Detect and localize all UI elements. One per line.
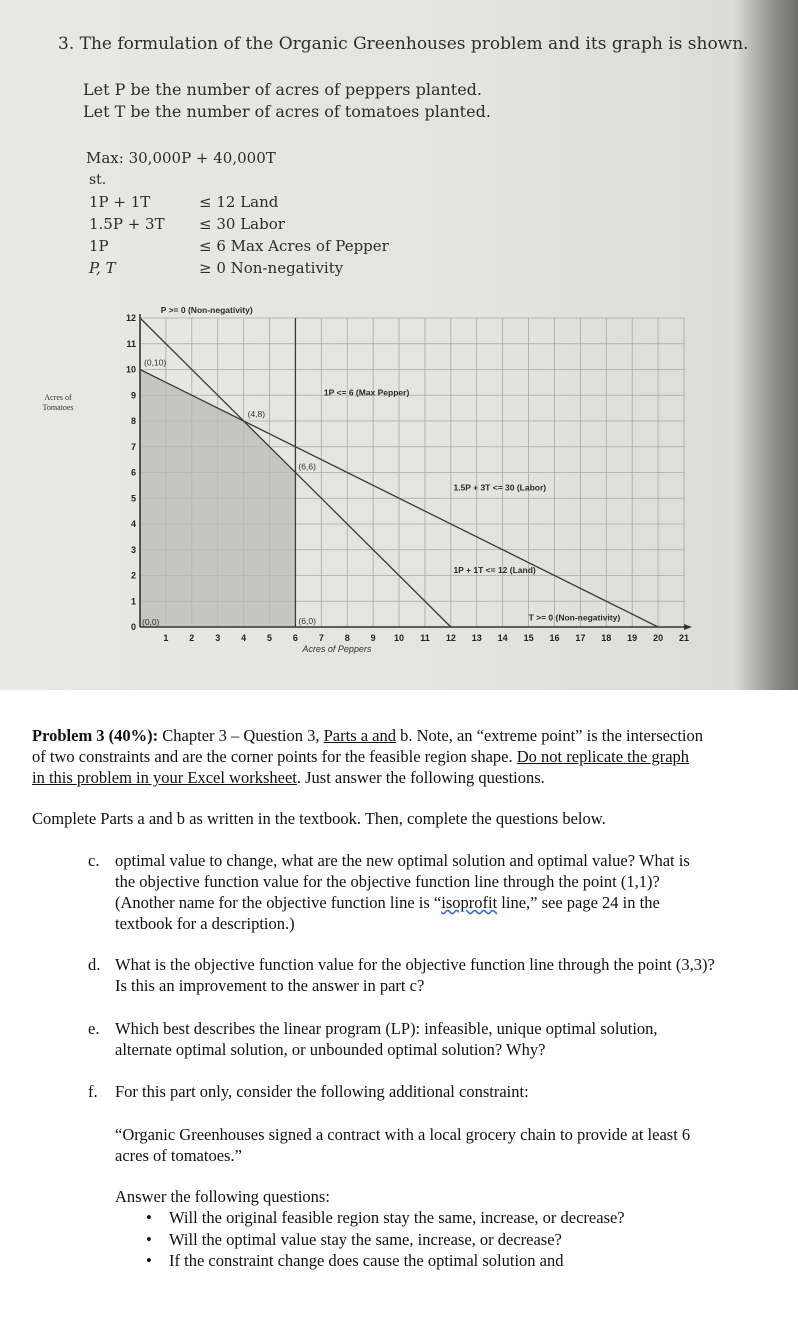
part-c-line: the objective function value for the objective function line through the point (1,1)? [115, 872, 660, 891]
constraint-labor [89, 215, 285, 233]
constraint-rhs: ≤ 6 Max Acres of Pepper [199, 237, 389, 255]
y-tick-label: 12 [125, 313, 136, 323]
underlined-instruction: in this problem in your Excel worksheet [32, 768, 297, 787]
part-c-line [115, 893, 660, 913]
underlined-instruction: Do not replicate the graph [516, 747, 690, 766]
y-tick-label: 5 [130, 493, 136, 504]
x-tick-label: 7 [318, 633, 324, 643]
problem-line-2 [32, 747, 689, 767]
constraint-land [89, 193, 278, 211]
y-tick-label: 6 [130, 467, 136, 478]
constraint-rhs: ≤ 12 Land [199, 193, 279, 211]
isoprofit-word: isoprofit [441, 893, 498, 912]
problem-text: b. Note, an “extreme point” is the intersection [396, 726, 703, 745]
intro-line: Complete Parts a and b as written in the textbook. Then, complete the questions below. [32, 809, 606, 828]
y-tick-label: 2 [130, 570, 136, 581]
constraint-non-negativity [89, 259, 343, 277]
bullet-icon: • [146, 1230, 152, 1249]
x-tick-label: 5 [267, 633, 273, 643]
extreme-point-label: (0,0) [142, 617, 160, 627]
y-tick-label: 7 [130, 441, 136, 452]
constraint-annotation: 1P <= 6 (Max Pepper) [323, 387, 410, 398]
textbook-question-title: 3. The formulation of the Organic Greenhouses problem and its graph is shown. [58, 34, 749, 54]
x-tick-label: 4 [241, 633, 247, 643]
variable-definition-p: Let P be the number of acres of peppers planted. [83, 80, 483, 99]
extreme-point-label: (4,8) [247, 409, 266, 419]
x-tick-label: 20 [653, 633, 664, 643]
x-tick-label: 17 [575, 633, 586, 643]
subject-to-label: st. [89, 172, 107, 188]
bullet-item: If the constraint change does cause the optimal solution and [169, 1251, 564, 1270]
quote-line: acres of tomatoes.” [115, 1146, 242, 1165]
x-tick-label: 12 [445, 633, 456, 643]
x-tick-label: 6 [292, 633, 298, 643]
extreme-point-label: (0,10) [144, 357, 167, 368]
x-tick-label: 2 [189, 633, 195, 643]
part-e-label: e. [88, 1019, 100, 1038]
part-e-line: alternate optimal solution, or unbounded optimal solution? Why? [115, 1040, 546, 1059]
x-tick-label: 15 [523, 633, 534, 643]
x-tick-label: 16 [549, 633, 560, 643]
constraint-lhs: 1P [89, 237, 109, 255]
x-axis-arrow [684, 624, 692, 630]
y-axis-label: Tomatoes [42, 402, 74, 412]
y-tick-label: 1 [130, 596, 136, 607]
bullet-icon: • [146, 1208, 152, 1227]
answer-intro: Answer the following questions: [115, 1187, 330, 1206]
part-c-line: textbook for a description.) [115, 914, 295, 933]
x-tick-label: 9 [370, 633, 376, 643]
problem-line-3 [32, 768, 545, 788]
x-tick-label: 1 [163, 633, 169, 643]
feasible-region-graph [0, 300, 798, 690]
constraint-annotation: T >= 0 (Non-negativity) [528, 612, 621, 623]
y-tick-label: 4 [130, 519, 136, 529]
y-axis-label: Acres of [44, 392, 72, 402]
y-tick-label: 11 [126, 338, 136, 349]
quote-line: “Organic Greenhouses signed a contract with a local grocery chain to provide at least 6 [115, 1125, 691, 1144]
extreme-point-label: (6,6) [298, 461, 316, 472]
problem-text: (Another name for the objective function line is “ [115, 893, 442, 912]
constraint-lhs: 1.5P + 3T [89, 215, 165, 233]
problem-text: of two constraints and are the corner points for the feasible region shape. [32, 747, 517, 766]
part-c-label: c. [88, 851, 100, 870]
parts-link[interactable]: Parts a and [323, 726, 397, 745]
bullet-item: Will the original feasible region stay the same, increase, or decrease? [169, 1208, 625, 1227]
part-f-label: f. [88, 1082, 98, 1101]
bullet-item: Will the optimal value stay the same, increase, or decrease? [169, 1230, 562, 1249]
y-tick-label: 3 [130, 544, 136, 555]
y-tick-label: 9 [130, 390, 136, 401]
part-d-line: What is the objective function value for the objective function line through the point (3,3)? [115, 955, 715, 974]
constraint-max-pepper [89, 237, 389, 255]
constraint-lhs: P, T [89, 259, 116, 277]
extreme-point-label: (6,0) [298, 616, 316, 626]
part-e-line: Which best describes the linear program (LP): infeasible, unique optimal solution, [115, 1019, 658, 1038]
y-tick-label: 10 [125, 364, 136, 375]
variable-definition-t: Let T be the number of acres of tomatoes planted. [83, 102, 491, 121]
constraint-annotation: P >= 0 (Non-negativity) [160, 304, 253, 315]
problem-line-1 [32, 726, 703, 746]
y-tick-label: 8 [130, 416, 136, 426]
constraint-annotation: 1.5P + 3T <= 30 (Labor) [453, 482, 547, 493]
x-axis-label: Acres of Peppers [302, 644, 372, 654]
x-tick-label: 19 [627, 633, 638, 643]
part-d-label: d. [88, 955, 101, 974]
y-tick-label: 0 [130, 622, 136, 632]
problem-bold-label: Problem 3 (40%): [32, 726, 159, 745]
x-tick-label: 21 [678, 633, 690, 643]
x-tick-label: 8 [344, 633, 350, 643]
problem-text: . Just answer the following questions. [296, 768, 545, 787]
part-d-line: Is this an improvement to the answer in part c? [115, 976, 425, 995]
x-tick-label: 13 [471, 633, 482, 643]
x-tick-label: 18 [601, 633, 612, 643]
x-tick-label: 14 [497, 633, 508, 643]
x-tick-label: 11 [420, 633, 430, 643]
constraint-lhs: 1P + 1T [89, 193, 151, 211]
constraint-rhs: ≤ 30 Labor [199, 215, 285, 233]
assignment-document [0, 690, 798, 1336]
x-tick-label: 3 [215, 633, 221, 643]
part-f-line: For this part only, consider the following additional constraint: [115, 1082, 529, 1101]
constraint-annotation: 1P + 1T <= 12 (Land) [453, 564, 536, 575]
part-c-line: optimal value to change, what are the new optimal solution and optimal value? What is [115, 851, 690, 870]
problem-text: Chapter 3 – Question 3, [158, 726, 324, 745]
problem-text: line,” see page 24 in the [497, 893, 660, 912]
bullet-icon: • [146, 1251, 152, 1270]
constraint-rhs: ≥ 0 Non-negativity [199, 259, 344, 277]
x-tick-label: 10 [394, 633, 405, 643]
objective-function: Max: 30,000P + 40,000T [86, 149, 276, 167]
